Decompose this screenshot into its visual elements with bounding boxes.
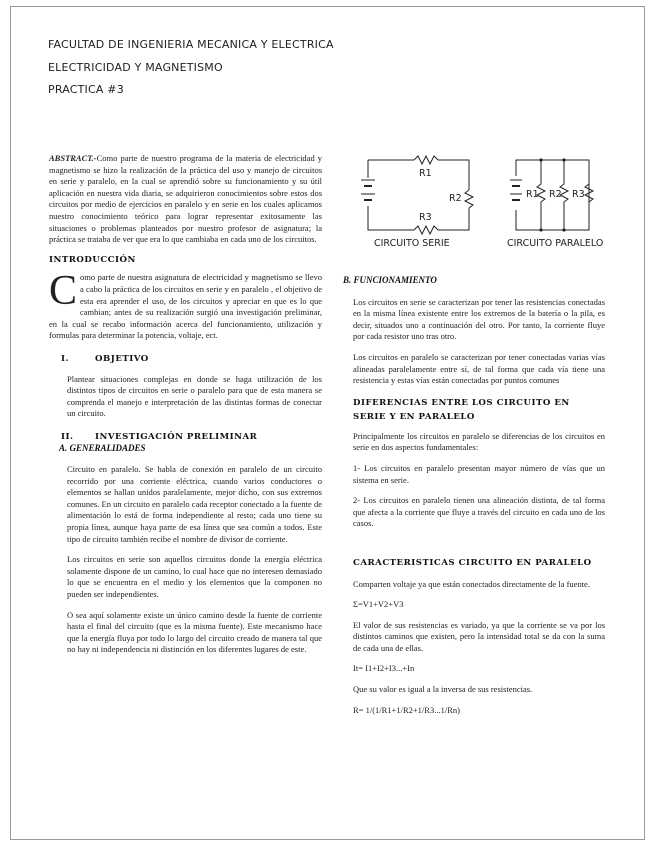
caracteristicas-p3: Que su valor es igual a la inversa de sus resistencias.	[353, 684, 533, 695]
funcionamiento-p2: Los circuitos en paralelo se caracterizan por tener conectadas varias vías alineadas paralelamente entre sí, de tal forma que cada vía tiene una resistencia y estas vías están conectadas por puntos comunes	[353, 351, 605, 386]
funcionamiento-p1: Los circuitos en serie se caracterizan por tener las resistencias conectadas en la misma línea existente entre los extremos de la batería o la pila, es decir, situados uno a continuación del otro. Por tanto, la corriente fluye por cada resistor uno tras otro.	[353, 296, 605, 342]
header-faculty: FACULTAD DE INGENIERIA MECANICA Y ELECTRICA	[48, 38, 334, 51]
paralelo-label: CIRCUITO PARALELO	[507, 238, 604, 249]
serie-label: CIRCUITO SERIE	[374, 238, 450, 249]
intro-dropcap: C	[49, 268, 78, 315]
parallel-label-r2: R2	[549, 189, 562, 200]
right-column	[343, 275, 605, 725]
funcionamiento-heading: B. FUNCIONAMIENTO	[343, 275, 437, 285]
caracteristicas-p1: Comparten voltaje ya que están conectados directamente de la fuente.	[353, 578, 590, 589]
resistor-r2	[465, 190, 473, 208]
resistor-r3	[414, 226, 438, 234]
intro-paragraph	[49, 268, 322, 342]
formula-voltage: Σ=V1+V2+V3	[353, 599, 404, 610]
generalidades-p2: Los circuitos en serie son aquellos circuitos donde la energía eléctrica solamente dispone de un camino, lo cual hace que no interesen demasiado lo que se encuentra en el medio y los elementos que la componen no pueden ser independientes.	[67, 554, 322, 599]
objetivo-title: OBJETIVO	[95, 353, 149, 364]
formula-current: It= I1+I2+I3...+In	[353, 663, 415, 674]
diferencias-p1: Principalmente los circuitos en paralelo se diferencias de los circuitos en serie en dos aspectos fundamentales:	[353, 430, 605, 453]
abstract-label: ABSTRACT.-	[49, 153, 97, 163]
investigacion-num: II.	[61, 431, 74, 442]
intro-heading: INTRODUCCIÓN	[49, 254, 136, 265]
diferencias-heading: DIFERENCIAS ENTRE LOS CIRCUITO EN SERIE Y EN PARALELO	[353, 397, 570, 422]
parallel-label-r3: R3	[572, 189, 585, 200]
diferencias-p3: 2- Los circuitos en paralelo tienen una alineación distinta, de tal forma que afecta a la corriente que fluye a través del circuito en cada uno de los casos.	[353, 495, 605, 529]
caracteristicas-p2: El valor de sus resistencias es variado, ya que la corriente se va por los distintos caminos que existen, pero la intensidad total se da con la suma de cada una de ellas.	[353, 619, 605, 653]
investigacion-heading	[49, 432, 322, 444]
diferencias-p2: 1- Los circuitos en paralelo presentan mayor número de vías que un sistema en serie.	[353, 462, 605, 485]
resistor-r1	[414, 156, 438, 164]
left-column	[49, 153, 322, 665]
generalidades-p3: O sea aquí solamente existe un único camino desde la fuente de corriente hasta el final del circuito (que es la misma fuente). Este mecanismo hace que la energía fluya por todo lo largo del circuito creado de manera tal que no hay ni independencia ni distinción en los diferentes lugares de este.	[67, 609, 322, 655]
circuit-diagrams	[344, 150, 634, 252]
header-practice: PRACTICA #3	[48, 83, 124, 96]
intro-text: omo parte de nuestra asignatura de electricidad y magnetismo se llevo a cabo la práctica de los circuitos en serie y en paralelo , el objetivo de esta era aprender el uso, de los circuitos y apreciar en que es lo que cambian; antes de su realización surgió una investigación preliminar, en la cual se recabo información acerca del funcionamiento, utilización y formulas para determinar la potencia, voltaje, ect.	[49, 272, 322, 341]
parallel-label-r1: R1	[526, 189, 539, 200]
abstract-paragraph	[49, 153, 322, 246]
generalidades-p1: Circuito en paralelo. Se habla de conexión en paralelo de un circuito recorrido por una corriente eléctrica, cuando varios conductores o elementos se hallan unidos paralelamente, mejor dicho, con sus extremos comunes. En un circuito en paralelo cada receptor conectado a la fuente de alimentación lo está de forma independiente al resto; cada uno tiene su propia línea, aunque haya parte de esa línea que sea común a todos. Este tipo de circuito también recibe el nombre de divisor de corriente.	[67, 464, 322, 544]
abstract-text: Como parte de nuestro programa de la materia de electricidad y magnetismo se hizo la realización de la práctica del uso y manejo de circuitos en serie y paralelo, en la cual se aprendió sobre su funcionamiento y su útil aplicación en nuestra vida diaria, se adquirieron conocimientos sobre estos dos circuitos por medio de ejercicios en paralelo y en serie en los cuales aplicamos nuestro conocimiento teórico para lograr representar exitosamente las situaciones o problemas planteados por nuestro profesor de asignatura; la práctica se trataba de ver que era lo que cambiaba en cada uno de los circuitos.	[49, 153, 322, 245]
label-r1: R1	[419, 168, 432, 179]
objetivo-num: I.	[61, 353, 70, 364]
label-r2: R2	[449, 193, 462, 204]
investigacion-title: INVESTIGACIÓN PRELIMINAR	[95, 431, 258, 442]
caracteristicas-heading: CARACTERISTICAS CIRCUITO EN PARALELO	[353, 557, 592, 568]
objetivo-heading	[49, 354, 322, 366]
formula-resistance: R= 1/(1/R1+1/R2+1/R3...1/Rn)	[353, 704, 460, 715]
generalidades-heading: A. GENERALIDADES	[59, 443, 146, 454]
label-r3: R3	[419, 212, 432, 223]
objetivo-text: Plantear situaciones complejas en donde se haga utilización de los distintos tipos de circuitos en serie o paralelo para que de esta manera se comprenda el manejo e interpretación de las distintas formas de conectar un circuito.	[67, 373, 322, 419]
header-subject: ELECTRICIDAD Y MAGNETISMO	[48, 61, 223, 74]
